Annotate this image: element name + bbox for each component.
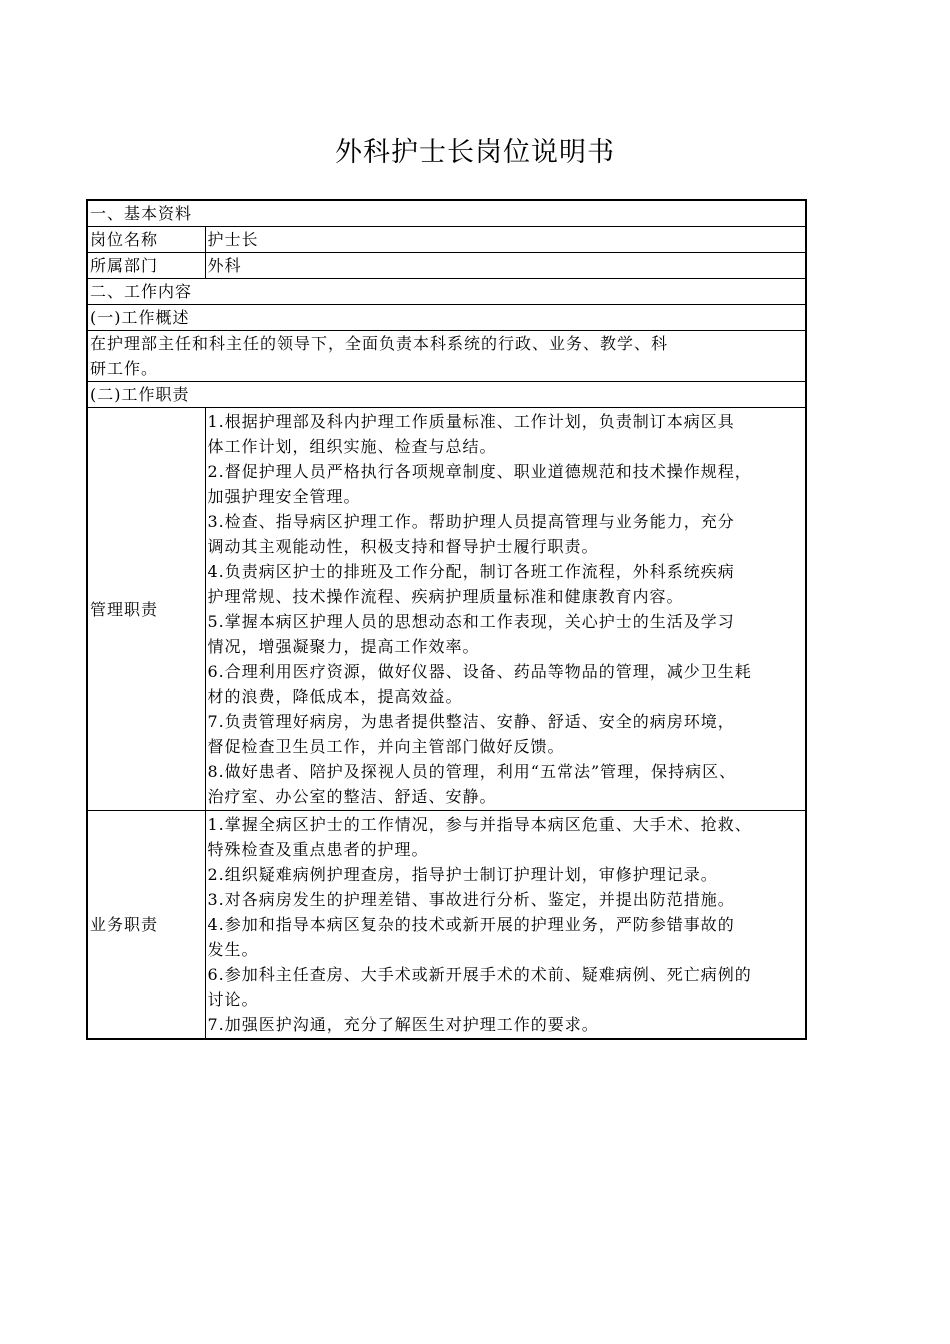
management-duty-line: 6.合理利用医疗资源，做好仪器、设备、药品等物品的管理，减少卫生耗: [207, 662, 752, 681]
management-duty-line: 材的浪费，降低成本，提高效益。: [207, 687, 463, 706]
business-duty-line: 7.加强医护沟通，充分了解医生对护理工作的要求。: [207, 1015, 599, 1034]
business-duty-line: 4.参加和指导本病区复杂的技术或新开展的护理业务，严防参错事故的: [207, 915, 735, 934]
business-duty-line: 6.参加科主任查房、大手术或新开展手术的术前、疑难病例、死亡病例的: [207, 965, 752, 984]
page-title: 外科护士长岗位说明书: [335, 137, 615, 168]
management-duty-line: 2.督促护理人员严格执行各项规章制度、职业道德规范和技术操作规程，: [207, 462, 752, 481]
position-value: 护士长: [205, 227, 806, 253]
business-duty-line: 发生。: [207, 940, 259, 959]
table-row: [87, 408, 806, 811]
management-duty-line: 督促检查卫生员工作，并向主管部门做好反馈。: [207, 737, 565, 756]
management-duties-list: [205, 408, 806, 811]
management-duty-line: 5.掌握本病区护理人员的思想动态和工作表现，关心护士的生活及学习: [207, 612, 735, 631]
section-header-work-content: 二、工作内容: [87, 279, 806, 305]
table-row: [87, 811, 806, 1040]
department-label: 所属部门: [87, 253, 205, 279]
table-row: [87, 305, 806, 331]
management-duty-line: 调动其主观能动性，积极支持和督导护士履行职责。: [207, 537, 599, 556]
business-duties-label: 业务职责: [87, 811, 205, 1040]
table-row: [87, 200, 806, 227]
business-duty-line: 讨论。: [207, 990, 259, 1009]
business-duty-line: 2.组织疑难病例护理查房，指导护士制订护理计划，审修护理记录。: [207, 865, 718, 884]
overview-line: 在护理部主任和科主任的领导下，全面负责本科系统的行政、业务、教学、科: [90, 334, 669, 353]
department-value: 外科: [205, 253, 806, 279]
overview-line: 研工作。: [90, 359, 159, 378]
management-duty-line: 治疗室、办公室的整洁、舒适、安静。: [207, 787, 497, 806]
management-duty-line: 4.负责病区护士的排班及工作分配，制订各班工作流程，外科系统疾病: [207, 562, 735, 581]
section-header-basic-info: 一、基本资料: [87, 200, 806, 227]
management-duty-line: 7.负责管理好病房，为患者提供整洁、安静、舒适、安全的病房环境，: [207, 712, 735, 731]
table-row: [87, 382, 806, 408]
position-label: 岗位名称: [87, 227, 205, 253]
management-duty-line: 加强护理安全管理。: [207, 487, 361, 506]
management-duty-line: 1.根据护理部及科内护理工作质量标准、工作计划，负责制订本病区具: [207, 412, 735, 431]
business-duty-line: 特殊检查及重点患者的护理。: [207, 840, 429, 859]
management-duty-line: 体工作计划，组织实施、检查与总结。: [207, 437, 497, 456]
table-row: [87, 279, 806, 305]
management-duty-line: 情况，增强凝聚力，提高工作效率。: [207, 637, 480, 656]
table-row: [87, 253, 806, 279]
business-duty-line: 1.掌握全病区护士的工作情况，参与并指导本病区危重、大手术、抢救、: [207, 815, 752, 834]
section-header-overview: (一)工作概述: [87, 305, 806, 331]
overview-text: [87, 331, 806, 382]
section-header-duties: (二)工作职责: [87, 382, 806, 408]
management-duty-line: 3.检查、指导病区护理工作。帮助护理人员提高管理与业务能力，充分: [207, 512, 735, 531]
management-duty-line: 8.做好患者、陪护及探视人员的管理，利用“五常法”管理，保持病区、: [207, 762, 737, 781]
management-duty-line: 护理常规、技术操作流程、疾病护理质量标准和健康教育内容。: [207, 587, 684, 606]
job-description-table: [86, 199, 807, 1040]
table-row: [87, 227, 806, 253]
table-row: [87, 331, 806, 382]
business-duties-list: [205, 811, 806, 1040]
business-duty-line: 3.对各病房发生的护理差错、事故进行分析、鉴定，并提出防范措施。: [207, 890, 735, 909]
management-duties-label: 管理职责: [87, 408, 205, 811]
